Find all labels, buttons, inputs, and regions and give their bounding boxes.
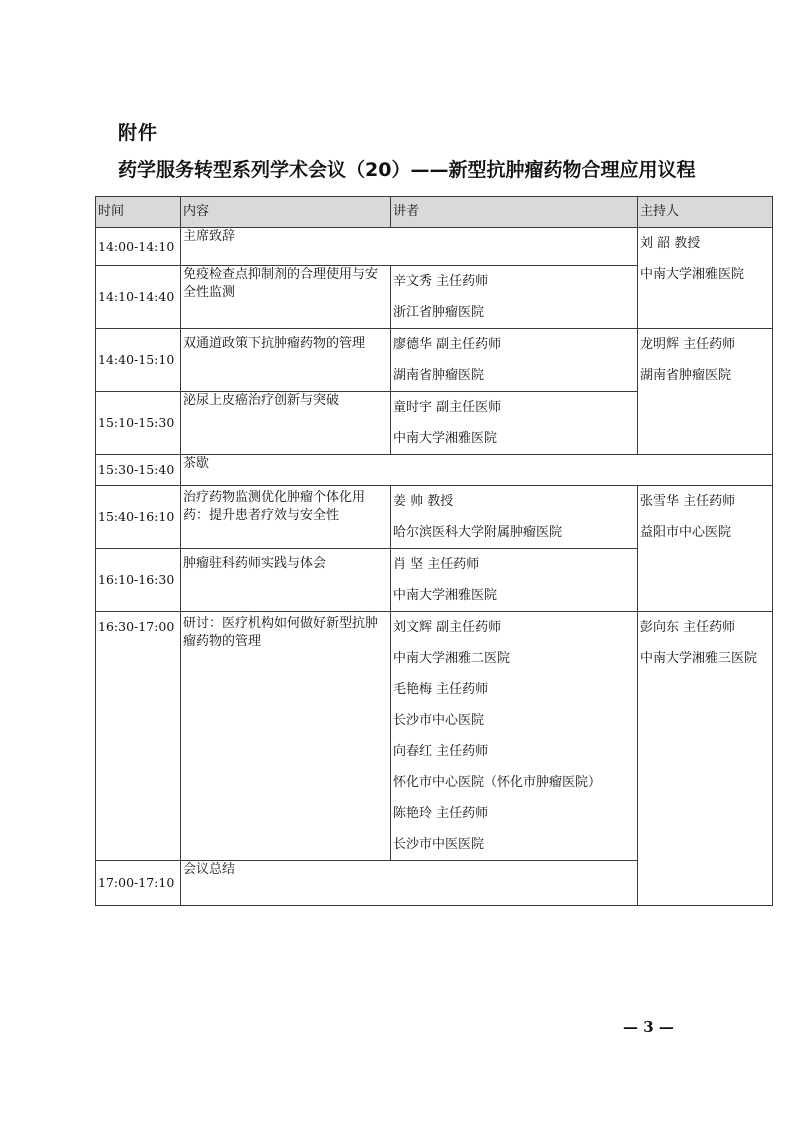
speaker-cell [391, 329, 638, 392]
content-cell [181, 549, 391, 612]
speaker-name: 向春红 主任药师 [393, 744, 489, 759]
content-text: 双通道政策下抗肿瘤药物的管理 [183, 336, 366, 351]
speaker-name: 辛文秀 主任药师 [393, 274, 489, 289]
speaker-affiliation: 长沙市中心医院 [393, 713, 485, 728]
content-cell [181, 329, 391, 392]
speaker-affiliation: 中南大学湘雅二医院 [393, 651, 511, 666]
host-cell [638, 329, 773, 455]
speaker-affiliation: 长沙市中医医院 [393, 837, 485, 852]
speaker-affiliation: 湖南省肿瘤医院 [393, 368, 485, 383]
host-name: 张雪华 主任药师 [640, 494, 736, 509]
attachment-label: 附件 [118, 122, 159, 144]
time-cell: 14:00-14:10 [96, 228, 181, 266]
host-cell [638, 612, 773, 906]
content-cell: 治疗药物监测优化肿瘤个体化用药：提升患者疗效与安全性 [181, 486, 391, 549]
content-cell: 会议总结 [181, 861, 638, 906]
speaker-affiliation: 怀化市中心医院（怀化市肿瘤医院） [393, 775, 602, 790]
host-name: 彭向东 主任药师 [640, 620, 736, 635]
speaker-name: 毛艳梅 主任药师 [393, 682, 489, 697]
agenda-table [95, 196, 773, 906]
host-name: 刘 韶 教授 [640, 236, 701, 251]
speaker-cell [391, 486, 638, 549]
time-cell: 15:30-15:40 [96, 455, 181, 486]
host-affiliation: 湖南省肿瘤医院 [640, 368, 732, 383]
host-affiliation: 益阳市中心医院 [640, 525, 732, 540]
speaker-cell [391, 549, 638, 612]
speaker-name: 肖 坚 主任药师 [393, 557, 480, 572]
host-name: 龙明辉 主任药师 [640, 337, 736, 352]
speaker-cell [391, 392, 638, 455]
host-cell [638, 228, 773, 329]
page-number: — 3 — [623, 1018, 674, 1036]
time-cell: 16:10-16:30 [96, 549, 181, 612]
host-affiliation: 中南大学湘雅三医院 [640, 651, 758, 666]
table-row [96, 486, 773, 549]
speaker-affiliation: 中南大学湘雅医院 [393, 431, 498, 446]
speaker-name: 姜 帅 教授 [393, 494, 454, 509]
header-host: 主持人 [638, 197, 773, 228]
time-cell: 14:10-14:40 [96, 266, 181, 329]
header-time: 时间 [96, 197, 181, 228]
table-row [96, 329, 773, 392]
speaker-name: 廖德华 副主任药师 [393, 337, 502, 352]
speaker-affiliation: 中南大学湘雅医院 [393, 588, 498, 603]
time-cell: 15:10-15:30 [96, 392, 181, 455]
time-cell: 16:30-17:00 [96, 612, 181, 861]
speaker-name: 刘文辉 副主任药师 [393, 620, 502, 635]
table-row [96, 612, 773, 861]
content-cell: 研讨：医疗机构如何做好新型抗肿瘤药物的管理 [181, 612, 391, 861]
time-cell: 14:40-15:10 [96, 329, 181, 392]
speaker-name: 童时宇 副主任医师 [393, 400, 502, 415]
time-cell: 17:00-17:10 [96, 861, 181, 906]
content-cell: 免疫检查点抑制剂的合理使用与安全性监测 [181, 266, 391, 329]
speaker-cell [391, 266, 638, 329]
document-title: 药学服务转型系列学术会议（20）——新型抗肿瘤药物合理应用议程 [118, 159, 696, 181]
speaker-affiliation: 哈尔滨医科大学附属肿瘤医院 [393, 525, 563, 540]
speaker-affiliation: 浙江省肿瘤医院 [393, 305, 485, 320]
speaker-name: 陈艳玲 主任药师 [393, 806, 489, 821]
table-row [96, 228, 773, 266]
content-cell: 泌尿上皮癌治疗创新与突破 [181, 392, 391, 455]
header-speaker: 讲者 [391, 197, 638, 228]
host-cell [638, 486, 773, 612]
host-affiliation: 中南大学湘雅医院 [640, 267, 745, 282]
table-header-row [96, 197, 773, 228]
content-cell: 主席致辞 [181, 228, 638, 266]
header-content: 内容 [181, 197, 391, 228]
content-text: 肿瘤驻科药师实践与体会 [183, 556, 327, 571]
break-cell: 茶歇 [181, 455, 773, 486]
table-row [96, 455, 773, 486]
speaker-cell [391, 612, 638, 861]
time-cell: 15:40-16:10 [96, 486, 181, 549]
